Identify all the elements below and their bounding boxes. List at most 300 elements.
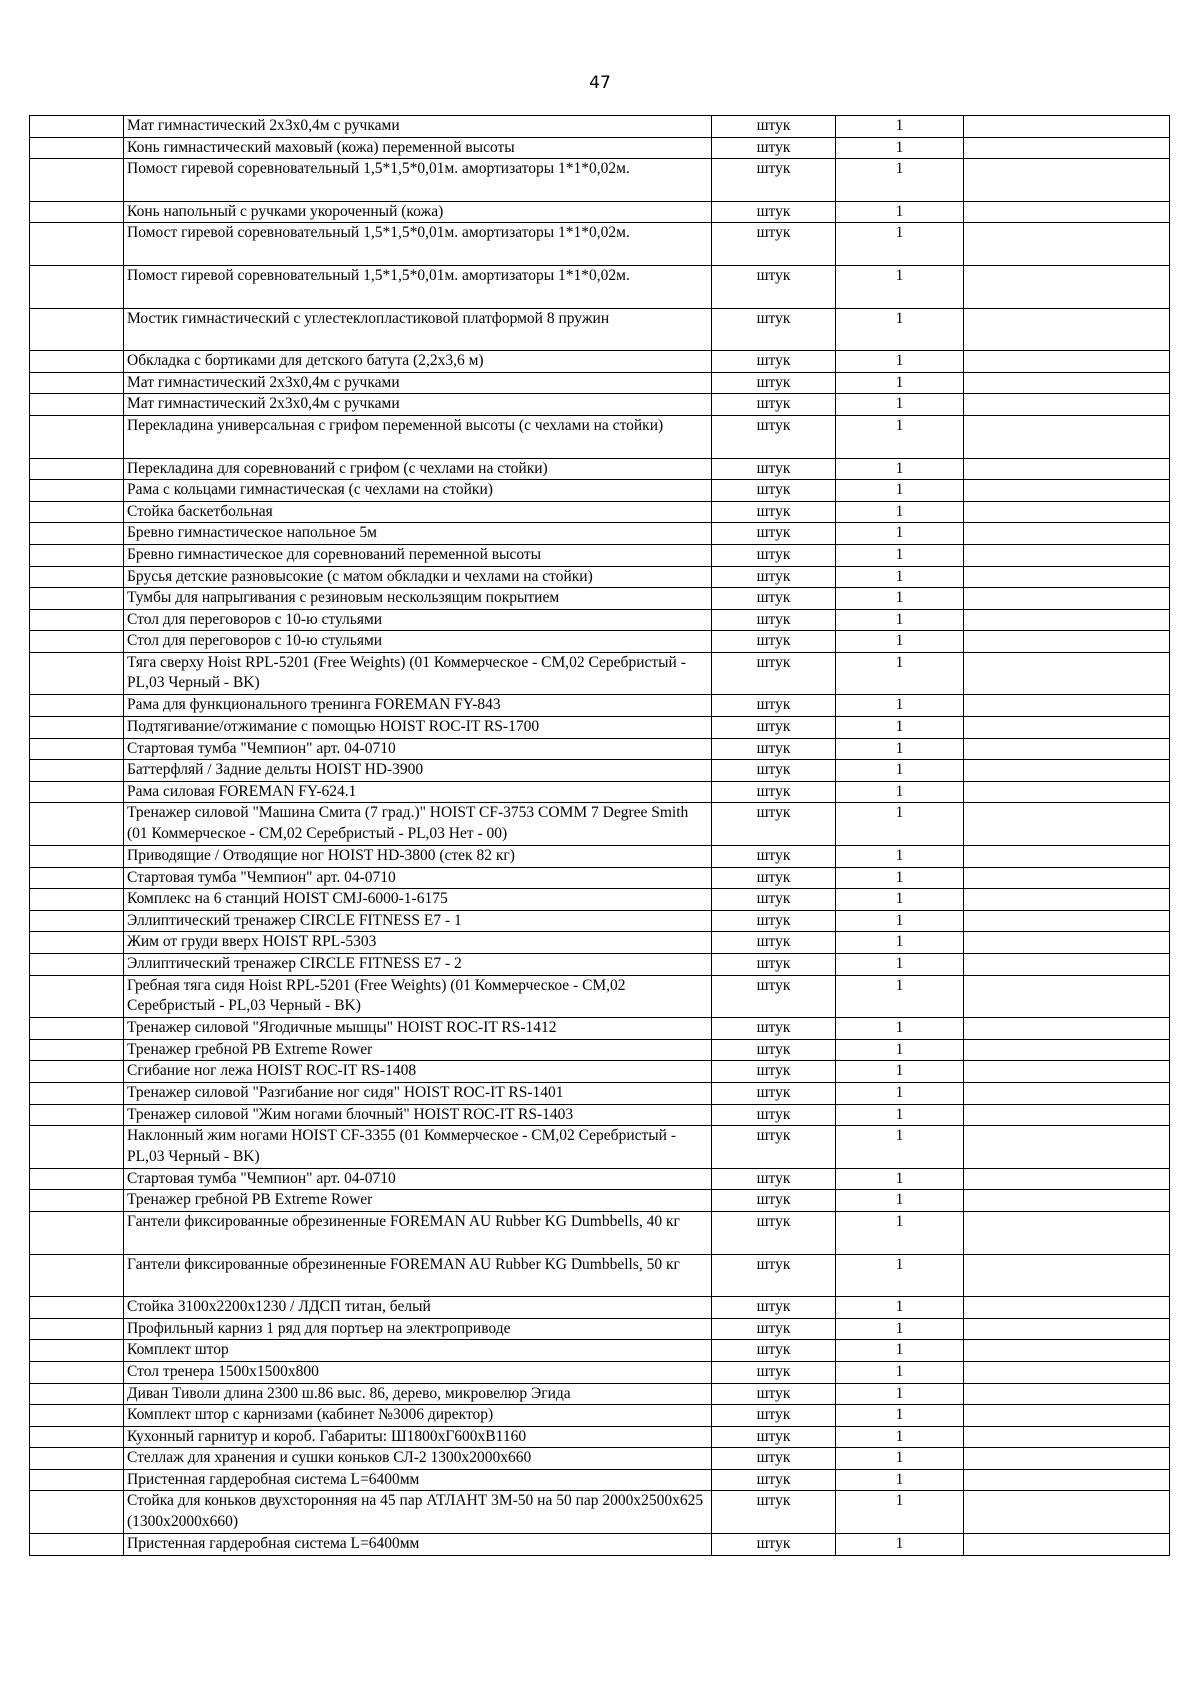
- quantity-cell: 1: [836, 588, 964, 610]
- unit-cell: штук: [712, 975, 836, 1018]
- row-number-cell: [30, 1469, 124, 1491]
- quantity-cell: 1: [836, 717, 964, 739]
- quantity-cell: 1: [836, 889, 964, 911]
- row-number-cell: [30, 1061, 124, 1083]
- notes-cell: [964, 932, 1170, 954]
- row-number-cell: [30, 566, 124, 588]
- unit-cell: штук: [712, 1361, 836, 1383]
- table-row: [30, 1469, 1170, 1491]
- notes-cell: [964, 223, 1170, 266]
- table-row: [30, 803, 1170, 846]
- notes-cell: [964, 1405, 1170, 1427]
- table-row: [30, 223, 1170, 266]
- item-name-cell: Стартовая тумба "Чемпион" арт. 04-0710: [124, 867, 712, 889]
- quantity-cell: 1: [836, 1104, 964, 1126]
- item-name-cell: Стойка для коньков двухсторонняя на 45 пар АТЛАНТ 3М-50 на 50 пар 2000х2500х625 (1300х2000х660): [124, 1491, 712, 1534]
- table-row: [30, 501, 1170, 523]
- notes-cell: [964, 1340, 1170, 1362]
- quantity-cell: 1: [836, 566, 964, 588]
- item-name-cell: Диван Тиволи длина 2300 ш.86 выс. 86, дерево, микровелюр Эгида: [124, 1383, 712, 1405]
- item-name-cell: Конь напольный с ручками укороченный (кожа): [124, 201, 712, 223]
- table-row: [30, 1254, 1170, 1297]
- unit-cell: штук: [712, 137, 836, 159]
- quantity-cell: 1: [836, 1168, 964, 1190]
- row-number-cell: [30, 781, 124, 803]
- quantity-cell: 1: [836, 695, 964, 717]
- item-name-cell: Брусья детские разновысокие (с матом обкладки и чехлами на стойки): [124, 566, 712, 588]
- unit-cell: штук: [712, 1491, 836, 1534]
- item-name-cell: Эллиптический тренажер CIRCLE FITNESS E7 - 2: [124, 954, 712, 976]
- item-name-cell: Приводящие / Отводящие ног HOIST HD-3800 (стек 82 кг): [124, 846, 712, 868]
- item-name-cell: Стеллаж для хранения и сушки коньков СЛ-2 1300х2000х660: [124, 1448, 712, 1470]
- table-row: [30, 781, 1170, 803]
- item-name-cell: Стартовая тумба "Чемпион" арт. 04-0710: [124, 738, 712, 760]
- unit-cell: штук: [712, 415, 836, 458]
- table-row: [30, 1340, 1170, 1362]
- quantity-cell: 1: [836, 803, 964, 846]
- item-name-cell: Наклонный жим ногами HOIST CF-3355 (01 Коммерческое - CM,02 Серебристый - PL,03 Черный - BK): [124, 1126, 712, 1169]
- notes-cell: [964, 1426, 1170, 1448]
- table-row: [30, 889, 1170, 911]
- row-number-cell: [30, 1082, 124, 1104]
- table-row: [30, 846, 1170, 868]
- item-name-cell: Профильный карниз 1 ряд для портьер на электроприводе: [124, 1318, 712, 1340]
- unit-cell: штук: [712, 523, 836, 545]
- row-number-cell: [30, 889, 124, 911]
- quantity-cell: 1: [836, 351, 964, 373]
- item-name-cell: Тумбы для напрыгивания с резиновым нескользящим покрытием: [124, 588, 712, 610]
- unit-cell: штук: [712, 1405, 836, 1427]
- unit-cell: штук: [712, 1061, 836, 1083]
- row-number-cell: [30, 760, 124, 782]
- table-row: [30, 652, 1170, 695]
- table-row: [30, 954, 1170, 976]
- item-name-cell: Мат гимнастический 2х3х0,4м с ручками: [124, 394, 712, 416]
- row-number-cell: [30, 116, 124, 138]
- table-row: [30, 566, 1170, 588]
- row-number-cell: [30, 1168, 124, 1190]
- unit-cell: штук: [712, 394, 836, 416]
- item-name-cell: Сгибание ног лежа HOIST ROC-IT RS-1408: [124, 1061, 712, 1083]
- notes-cell: [964, 372, 1170, 394]
- row-number-cell: [30, 717, 124, 739]
- table-row: [30, 201, 1170, 223]
- unit-cell: штук: [712, 265, 836, 308]
- unit-cell: штук: [712, 760, 836, 782]
- quantity-cell: 1: [836, 1061, 964, 1083]
- item-name-cell: Пристенная гардеробная система L=6400мм: [124, 1534, 712, 1556]
- quantity-cell: 1: [836, 738, 964, 760]
- notes-cell: [964, 566, 1170, 588]
- notes-cell: [964, 137, 1170, 159]
- item-name-cell: Гантели фиксированные обрезиненные FOREMAN AU Rubber KG Dumbbells, 40 кг: [124, 1211, 712, 1254]
- notes-cell: [964, 1211, 1170, 1254]
- table-row: [30, 1211, 1170, 1254]
- table-row: [30, 1361, 1170, 1383]
- unit-cell: штук: [712, 954, 836, 976]
- unit-cell: штук: [712, 738, 836, 760]
- table-row: [30, 1297, 1170, 1319]
- quantity-cell: 1: [836, 1297, 964, 1319]
- quantity-cell: 1: [836, 1426, 964, 1448]
- notes-cell: [964, 1082, 1170, 1104]
- row-number-cell: [30, 1018, 124, 1040]
- table-row: [30, 609, 1170, 631]
- item-name-cell: Стол для переговоров с 10-ю стульями: [124, 631, 712, 653]
- table-row: [30, 867, 1170, 889]
- quantity-cell: 1: [836, 1018, 964, 1040]
- item-name-cell: Кухонный гарнитур и короб. Габариты: Ш1800хГ600хВ1160: [124, 1426, 712, 1448]
- unit-cell: штук: [712, 308, 836, 351]
- quantity-cell: 1: [836, 1082, 964, 1104]
- notes-cell: [964, 695, 1170, 717]
- table-row: [30, 1405, 1170, 1427]
- item-name-cell: Тренажер силовой "Машина Смита (7 град.)" HOIST CF-3753 COMM 7 Degree Smith (01 Коммерческое - CM,02 Серебристый - PL,03 Нет - 00): [124, 803, 712, 846]
- row-number-cell: [30, 201, 124, 223]
- unit-cell: штук: [712, 631, 836, 653]
- table-row: [30, 1448, 1170, 1470]
- item-name-cell: Эллиптический тренажер CIRCLE FITNESS E7 - 1: [124, 910, 712, 932]
- row-number-cell: [30, 910, 124, 932]
- table-row: [30, 372, 1170, 394]
- table-row: [30, 1426, 1170, 1448]
- unit-cell: штук: [712, 609, 836, 631]
- quantity-cell: 1: [836, 1361, 964, 1383]
- table-row: [30, 910, 1170, 932]
- item-name-cell: Гантели фиксированные обрезиненные FOREMAN AU Rubber KG Dumbbells, 50 кг: [124, 1254, 712, 1297]
- quantity-cell: 1: [836, 308, 964, 351]
- notes-cell: [964, 1190, 1170, 1212]
- row-number-cell: [30, 867, 124, 889]
- quantity-cell: 1: [836, 223, 964, 266]
- table-row: [30, 1061, 1170, 1083]
- table-row: [30, 1039, 1170, 1061]
- table-row: [30, 738, 1170, 760]
- unit-cell: штук: [712, 1340, 836, 1362]
- unit-cell: штук: [712, 1469, 836, 1491]
- notes-cell: [964, 351, 1170, 373]
- row-number-cell: [30, 1104, 124, 1126]
- item-name-cell: Гребная тяга сидя Hoist RPL-5201 (Free Weights) (01 Коммерческое - CM,02 Серебристый - PL,03 Черный - BK): [124, 975, 712, 1018]
- notes-cell: [964, 652, 1170, 695]
- item-name-cell: Бревно гимнастическое напольное 5м: [124, 523, 712, 545]
- unit-cell: штук: [712, 1426, 836, 1448]
- unit-cell: штук: [712, 652, 836, 695]
- table-row: [30, 1104, 1170, 1126]
- unit-cell: штук: [712, 1318, 836, 1340]
- row-number-cell: [30, 265, 124, 308]
- row-number-cell: [30, 1318, 124, 1340]
- item-name-cell: Перекладина универсальная с грифом переменной высоты (с чехлами на стойки): [124, 415, 712, 458]
- item-name-cell: Тренажер гребной PB Extreme Rower: [124, 1190, 712, 1212]
- unit-cell: штук: [712, 1211, 836, 1254]
- table-row: [30, 1491, 1170, 1534]
- notes-cell: [964, 1361, 1170, 1383]
- row-number-cell: [30, 1340, 124, 1362]
- unit-cell: штук: [712, 1297, 836, 1319]
- unit-cell: штук: [712, 159, 836, 202]
- notes-cell: [964, 1018, 1170, 1040]
- row-number-cell: [30, 501, 124, 523]
- notes-cell: [964, 631, 1170, 653]
- quantity-cell: 1: [836, 1491, 964, 1534]
- table-row: [30, 1318, 1170, 1340]
- notes-cell: [964, 544, 1170, 566]
- table-row: [30, 116, 1170, 138]
- unit-cell: штук: [712, 1190, 836, 1212]
- row-number-cell: [30, 394, 124, 416]
- notes-cell: [964, 889, 1170, 911]
- row-number-cell: [30, 458, 124, 480]
- table-row: [30, 415, 1170, 458]
- unit-cell: штук: [712, 480, 836, 502]
- row-number-cell: [30, 1361, 124, 1383]
- quantity-cell: 1: [836, 415, 964, 458]
- unit-cell: штук: [712, 781, 836, 803]
- quantity-cell: 1: [836, 932, 964, 954]
- notes-cell: [964, 588, 1170, 610]
- item-name-cell: Обкладка с бортиками для детского батута (2,2х3,6 м): [124, 351, 712, 373]
- item-name-cell: Тренажер силовой "Разгибание ног сидя" HOIST ROC-IT RS-1401: [124, 1082, 712, 1104]
- quantity-cell: 1: [836, 1448, 964, 1470]
- unit-cell: штук: [712, 1039, 836, 1061]
- row-number-cell: [30, 1491, 124, 1534]
- notes-cell: [964, 394, 1170, 416]
- table-row: [30, 265, 1170, 308]
- unit-cell: штук: [712, 867, 836, 889]
- item-name-cell: Стойка баскетбольная: [124, 501, 712, 523]
- item-name-cell: Тренажер гребной PB Extreme Rower: [124, 1039, 712, 1061]
- quantity-cell: 1: [836, 781, 964, 803]
- item-name-cell: Помост гиревой соревновательный 1,5*1,5*0,01м. амортизаторы 1*1*0,02м.: [124, 159, 712, 202]
- unit-cell: штук: [712, 588, 836, 610]
- row-number-cell: [30, 523, 124, 545]
- row-number-cell: [30, 738, 124, 760]
- quantity-cell: 1: [836, 501, 964, 523]
- notes-cell: [964, 1126, 1170, 1169]
- unit-cell: штук: [712, 1168, 836, 1190]
- table-row: [30, 695, 1170, 717]
- row-number-cell: [30, 223, 124, 266]
- item-name-cell: Мат гимнастический 2х3х0,4м с ручками: [124, 116, 712, 138]
- item-name-cell: Стойка 3100х2200х1230 / ЛДСП титан, белый: [124, 1297, 712, 1319]
- table-row: [30, 308, 1170, 351]
- table-row: [30, 1082, 1170, 1104]
- row-number-cell: [30, 1190, 124, 1212]
- quantity-cell: 1: [836, 116, 964, 138]
- table-row: [30, 1190, 1170, 1212]
- quantity-cell: 1: [836, 480, 964, 502]
- unit-cell: штук: [712, 803, 836, 846]
- quantity-cell: 1: [836, 1405, 964, 1427]
- row-number-cell: [30, 631, 124, 653]
- quantity-cell: 1: [836, 201, 964, 223]
- quantity-cell: 1: [836, 1126, 964, 1169]
- notes-cell: [964, 1491, 1170, 1534]
- table-row: [30, 1534, 1170, 1556]
- quantity-cell: 1: [836, 159, 964, 202]
- notes-cell: [964, 1039, 1170, 1061]
- table-row: [30, 159, 1170, 202]
- notes-cell: [964, 159, 1170, 202]
- notes-cell: [964, 1469, 1170, 1491]
- notes-cell: [964, 501, 1170, 523]
- item-name-cell: Рама с кольцами гимнастическая (с чехлами на стойки): [124, 480, 712, 502]
- row-number-cell: [30, 480, 124, 502]
- item-name-cell: Стартовая тумба "Чемпион" арт. 04-0710: [124, 1168, 712, 1190]
- notes-cell: [964, 1254, 1170, 1297]
- quantity-cell: 1: [836, 954, 964, 976]
- table-row: [30, 137, 1170, 159]
- notes-cell: [964, 1383, 1170, 1405]
- notes-cell: [964, 910, 1170, 932]
- row-number-cell: [30, 1405, 124, 1427]
- row-number-cell: [30, 588, 124, 610]
- item-name-cell: Бревно гимнастическое для соревнований переменной высоты: [124, 544, 712, 566]
- table-row: [30, 588, 1170, 610]
- quantity-cell: 1: [836, 1383, 964, 1405]
- notes-cell: [964, 1061, 1170, 1083]
- unit-cell: штук: [712, 544, 836, 566]
- notes-cell: [964, 265, 1170, 308]
- item-name-cell: Тренажер силовой "Жим ногами блочный" HOIST ROC-IT RS-1403: [124, 1104, 712, 1126]
- quantity-cell: 1: [836, 1039, 964, 1061]
- notes-cell: [964, 1318, 1170, 1340]
- row-number-cell: [30, 1297, 124, 1319]
- table-row: [30, 394, 1170, 416]
- unit-cell: штук: [712, 223, 836, 266]
- item-name-cell: Комплект штор с карнизами (кабинет №3006 директор): [124, 1405, 712, 1427]
- unit-cell: штук: [712, 695, 836, 717]
- unit-cell: штук: [712, 1018, 836, 1040]
- table-row: [30, 932, 1170, 954]
- notes-cell: [964, 1168, 1170, 1190]
- quantity-cell: 1: [836, 372, 964, 394]
- unit-cell: штук: [712, 932, 836, 954]
- item-name-cell: Тренажер силовой "Ягодичные мышцы" HOIST ROC-IT RS-1412: [124, 1018, 712, 1040]
- notes-cell: [964, 609, 1170, 631]
- item-name-cell: Помост гиревой соревновательный 1,5*1,5*0,01м. амортизаторы 1*1*0,02м.: [124, 265, 712, 308]
- row-number-cell: [30, 1254, 124, 1297]
- row-number-cell: [30, 954, 124, 976]
- quantity-cell: 1: [836, 760, 964, 782]
- notes-cell: [964, 1448, 1170, 1470]
- item-name-cell: Комплекс на 6 станций HOIST CMJ-6000-1-6175: [124, 889, 712, 911]
- quantity-cell: 1: [836, 1254, 964, 1297]
- unit-cell: штук: [712, 458, 836, 480]
- table-row: [30, 1383, 1170, 1405]
- notes-cell: [964, 201, 1170, 223]
- item-name-cell: Мат гимнастический 2х3х0,4м с ручками: [124, 372, 712, 394]
- item-name-cell: Стол тренера 1500х1500х800: [124, 1361, 712, 1383]
- item-name-cell: Рама для функционального тренинга FOREMAN FY-843: [124, 695, 712, 717]
- table-row: [30, 458, 1170, 480]
- row-number-cell: [30, 803, 124, 846]
- notes-cell: [964, 975, 1170, 1018]
- unit-cell: штук: [712, 846, 836, 868]
- quantity-cell: 1: [836, 1534, 964, 1556]
- row-number-cell: [30, 544, 124, 566]
- notes-cell: [964, 116, 1170, 138]
- item-name-cell: Стол для переговоров с 10-ю стульями: [124, 609, 712, 631]
- table-row: [30, 480, 1170, 502]
- notes-cell: [964, 738, 1170, 760]
- row-number-cell: [30, 695, 124, 717]
- quantity-cell: 1: [836, 609, 964, 631]
- row-number-cell: [30, 1211, 124, 1254]
- quantity-cell: 1: [836, 910, 964, 932]
- row-number-cell: [30, 932, 124, 954]
- row-number-cell: [30, 308, 124, 351]
- row-number-cell: [30, 609, 124, 631]
- quantity-cell: 1: [836, 631, 964, 653]
- row-number-cell: [30, 372, 124, 394]
- row-number-cell: [30, 846, 124, 868]
- item-name-cell: Мостик гимнастический с углестеклопластиковой платформой 8 пружин: [124, 308, 712, 351]
- inventory-table: [29, 115, 1170, 1556]
- quantity-cell: 1: [836, 137, 964, 159]
- unit-cell: штук: [712, 1254, 836, 1297]
- unit-cell: штук: [712, 1082, 836, 1104]
- notes-cell: [964, 846, 1170, 868]
- unit-cell: штук: [712, 910, 836, 932]
- notes-cell: [964, 867, 1170, 889]
- row-number-cell: [30, 159, 124, 202]
- unit-cell: штук: [712, 1126, 836, 1169]
- item-name-cell: Подтягивание/отжимание с помощью HOIST ROC-IT RS-1700: [124, 717, 712, 739]
- unit-cell: штук: [712, 501, 836, 523]
- row-number-cell: [30, 975, 124, 1018]
- unit-cell: штук: [712, 116, 836, 138]
- unit-cell: штук: [712, 1534, 836, 1556]
- inventory-table-body: [30, 116, 1170, 1556]
- item-name-cell: Пристенная гардеробная система L=6400мм: [124, 1469, 712, 1491]
- unit-cell: штук: [712, 889, 836, 911]
- notes-cell: [964, 803, 1170, 846]
- quantity-cell: 1: [836, 867, 964, 889]
- notes-cell: [964, 717, 1170, 739]
- row-number-cell: [30, 1534, 124, 1556]
- item-name-cell: Рама силовая FOREMAN FY-624.1: [124, 781, 712, 803]
- quantity-cell: 1: [836, 1190, 964, 1212]
- notes-cell: [964, 760, 1170, 782]
- page-number: 47: [589, 73, 611, 93]
- quantity-cell: 1: [836, 265, 964, 308]
- quantity-cell: 1: [836, 652, 964, 695]
- notes-cell: [964, 523, 1170, 545]
- table-row: [30, 1018, 1170, 1040]
- table-row: [30, 351, 1170, 373]
- quantity-cell: 1: [836, 975, 964, 1018]
- unit-cell: штук: [712, 201, 836, 223]
- unit-cell: штук: [712, 1448, 836, 1470]
- row-number-cell: [30, 137, 124, 159]
- quantity-cell: 1: [836, 1318, 964, 1340]
- item-name-cell: Жим от груди вверх HOIST RPL-5303: [124, 932, 712, 954]
- notes-cell: [964, 1534, 1170, 1556]
- row-number-cell: [30, 1126, 124, 1169]
- row-number-cell: [30, 652, 124, 695]
- quantity-cell: 1: [836, 1340, 964, 1362]
- unit-cell: штук: [712, 372, 836, 394]
- quantity-cell: 1: [836, 1211, 964, 1254]
- table-row: [30, 544, 1170, 566]
- row-number-cell: [30, 1426, 124, 1448]
- unit-cell: штук: [712, 717, 836, 739]
- row-number-cell: [30, 351, 124, 373]
- table-row: [30, 631, 1170, 653]
- unit-cell: штук: [712, 351, 836, 373]
